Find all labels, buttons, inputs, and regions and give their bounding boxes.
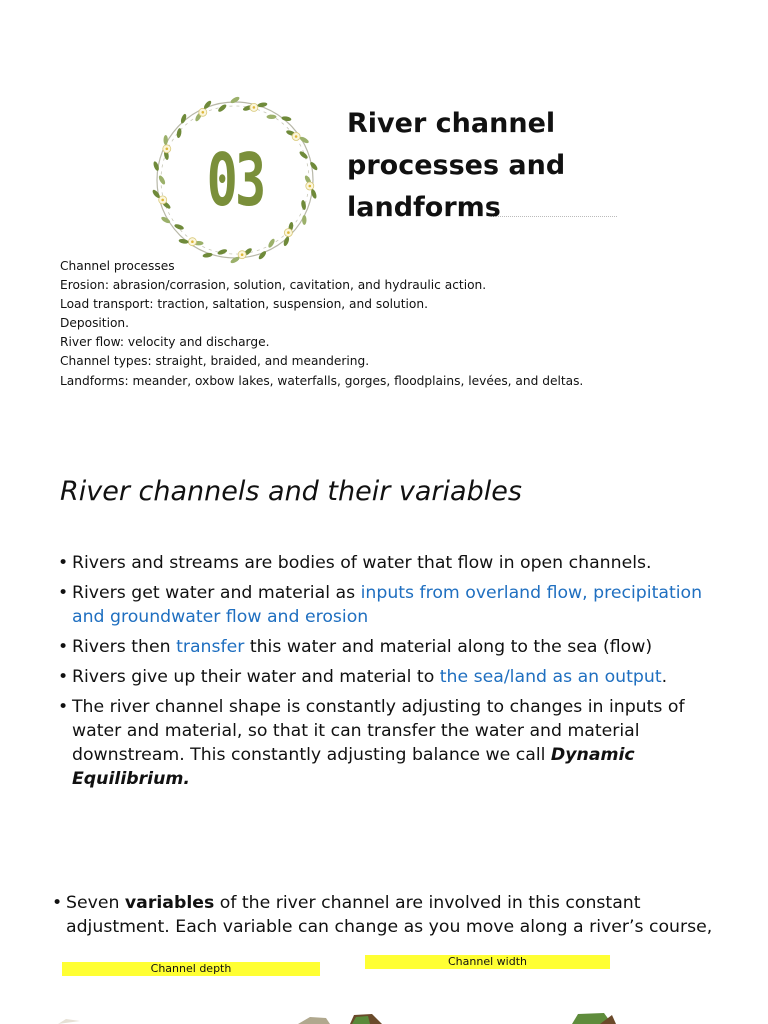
bullet-item — [58, 581, 728, 629]
bullet-text: . — [661, 667, 668, 687]
variables-paragraph — [52, 891, 742, 945]
topic-item: Landforms: meander, oxbow lakes, waterfalls, gorges, floodplains, levées, and deltas. — [60, 373, 584, 388]
topic-item: Channel processes — [60, 259, 175, 273]
highlight-output: the sea/land as an output — [439, 667, 662, 687]
leaf-icon — [158, 175, 167, 186]
dynamic-equilibrium-term: Dynamic Equilibrium. — [72, 745, 635, 789]
title-line-3: landforms — [347, 192, 501, 223]
bullet-item — [58, 695, 728, 791]
channel-width-label: Channel width — [365, 955, 610, 969]
topic-item: Deposition. — [60, 316, 130, 331]
leaf-icon — [302, 215, 306, 225]
title-dotted-rule — [492, 216, 617, 217]
bullet-text: Rivers give up their water and material to — [72, 667, 440, 687]
leaf-icon — [309, 161, 319, 171]
topic-item: River flow: velocity and discharge. — [60, 335, 270, 350]
highlight-inputs: inputs from overland flow, precipitation and groundwater flow and erosion — [72, 583, 703, 627]
bullet-text: Rivers and streams are bodies of water that flow in open channels. — [72, 553, 652, 573]
channel-diagram-fragment — [0, 1005, 768, 1024]
section-heading: River channels and their variables — [60, 476, 522, 507]
topic-item: Channel types: straight, braided, and meandering. — [60, 354, 370, 369]
bullet-text: The river channel shape is constantly adjusting to changes in inputs of water and material, so that it can transfer the water and material downstream. This constantly adjusting balance we call — [72, 697, 685, 765]
bullet-text: of the river channel are involved in this constant adjustment. Each variable can change as you move along a river’s course, — [66, 893, 713, 937]
section-number: 03 — [206, 138, 264, 222]
bullet-item — [58, 665, 728, 689]
highlight-transfer: transfer — [176, 637, 245, 657]
bullet-text: Rivers then — [72, 637, 177, 657]
flower-center-icon — [166, 148, 169, 151]
bullet-item — [58, 551, 728, 575]
channel-depth-label: Channel depth — [62, 962, 320, 976]
leaf-icon — [164, 135, 168, 145]
bullet-item — [58, 635, 728, 659]
bullet-text: Seven — [66, 893, 125, 913]
topic-item: Load transport: traction, saltation, suspension, and solution. — [60, 297, 428, 312]
title-line-1: River channel — [347, 108, 556, 139]
bullet-item — [52, 891, 742, 939]
variables-term: variables — [124, 893, 215, 913]
flower-center-icon — [161, 199, 164, 202]
topic-list — [60, 257, 740, 391]
bullet-text: this water and material along to the sea (flow) — [244, 637, 653, 657]
topic-item: Erosion: abrasion/corrasion, solution, cavitation, and hydraulic action. — [60, 278, 487, 293]
bullet-text: Rivers get water and material as — [72, 583, 361, 603]
bullet-list — [58, 551, 728, 797]
flower-center-icon — [309, 185, 312, 188]
floral-wreath — [148, 92, 322, 268]
title-line-2: processes and — [347, 150, 566, 181]
